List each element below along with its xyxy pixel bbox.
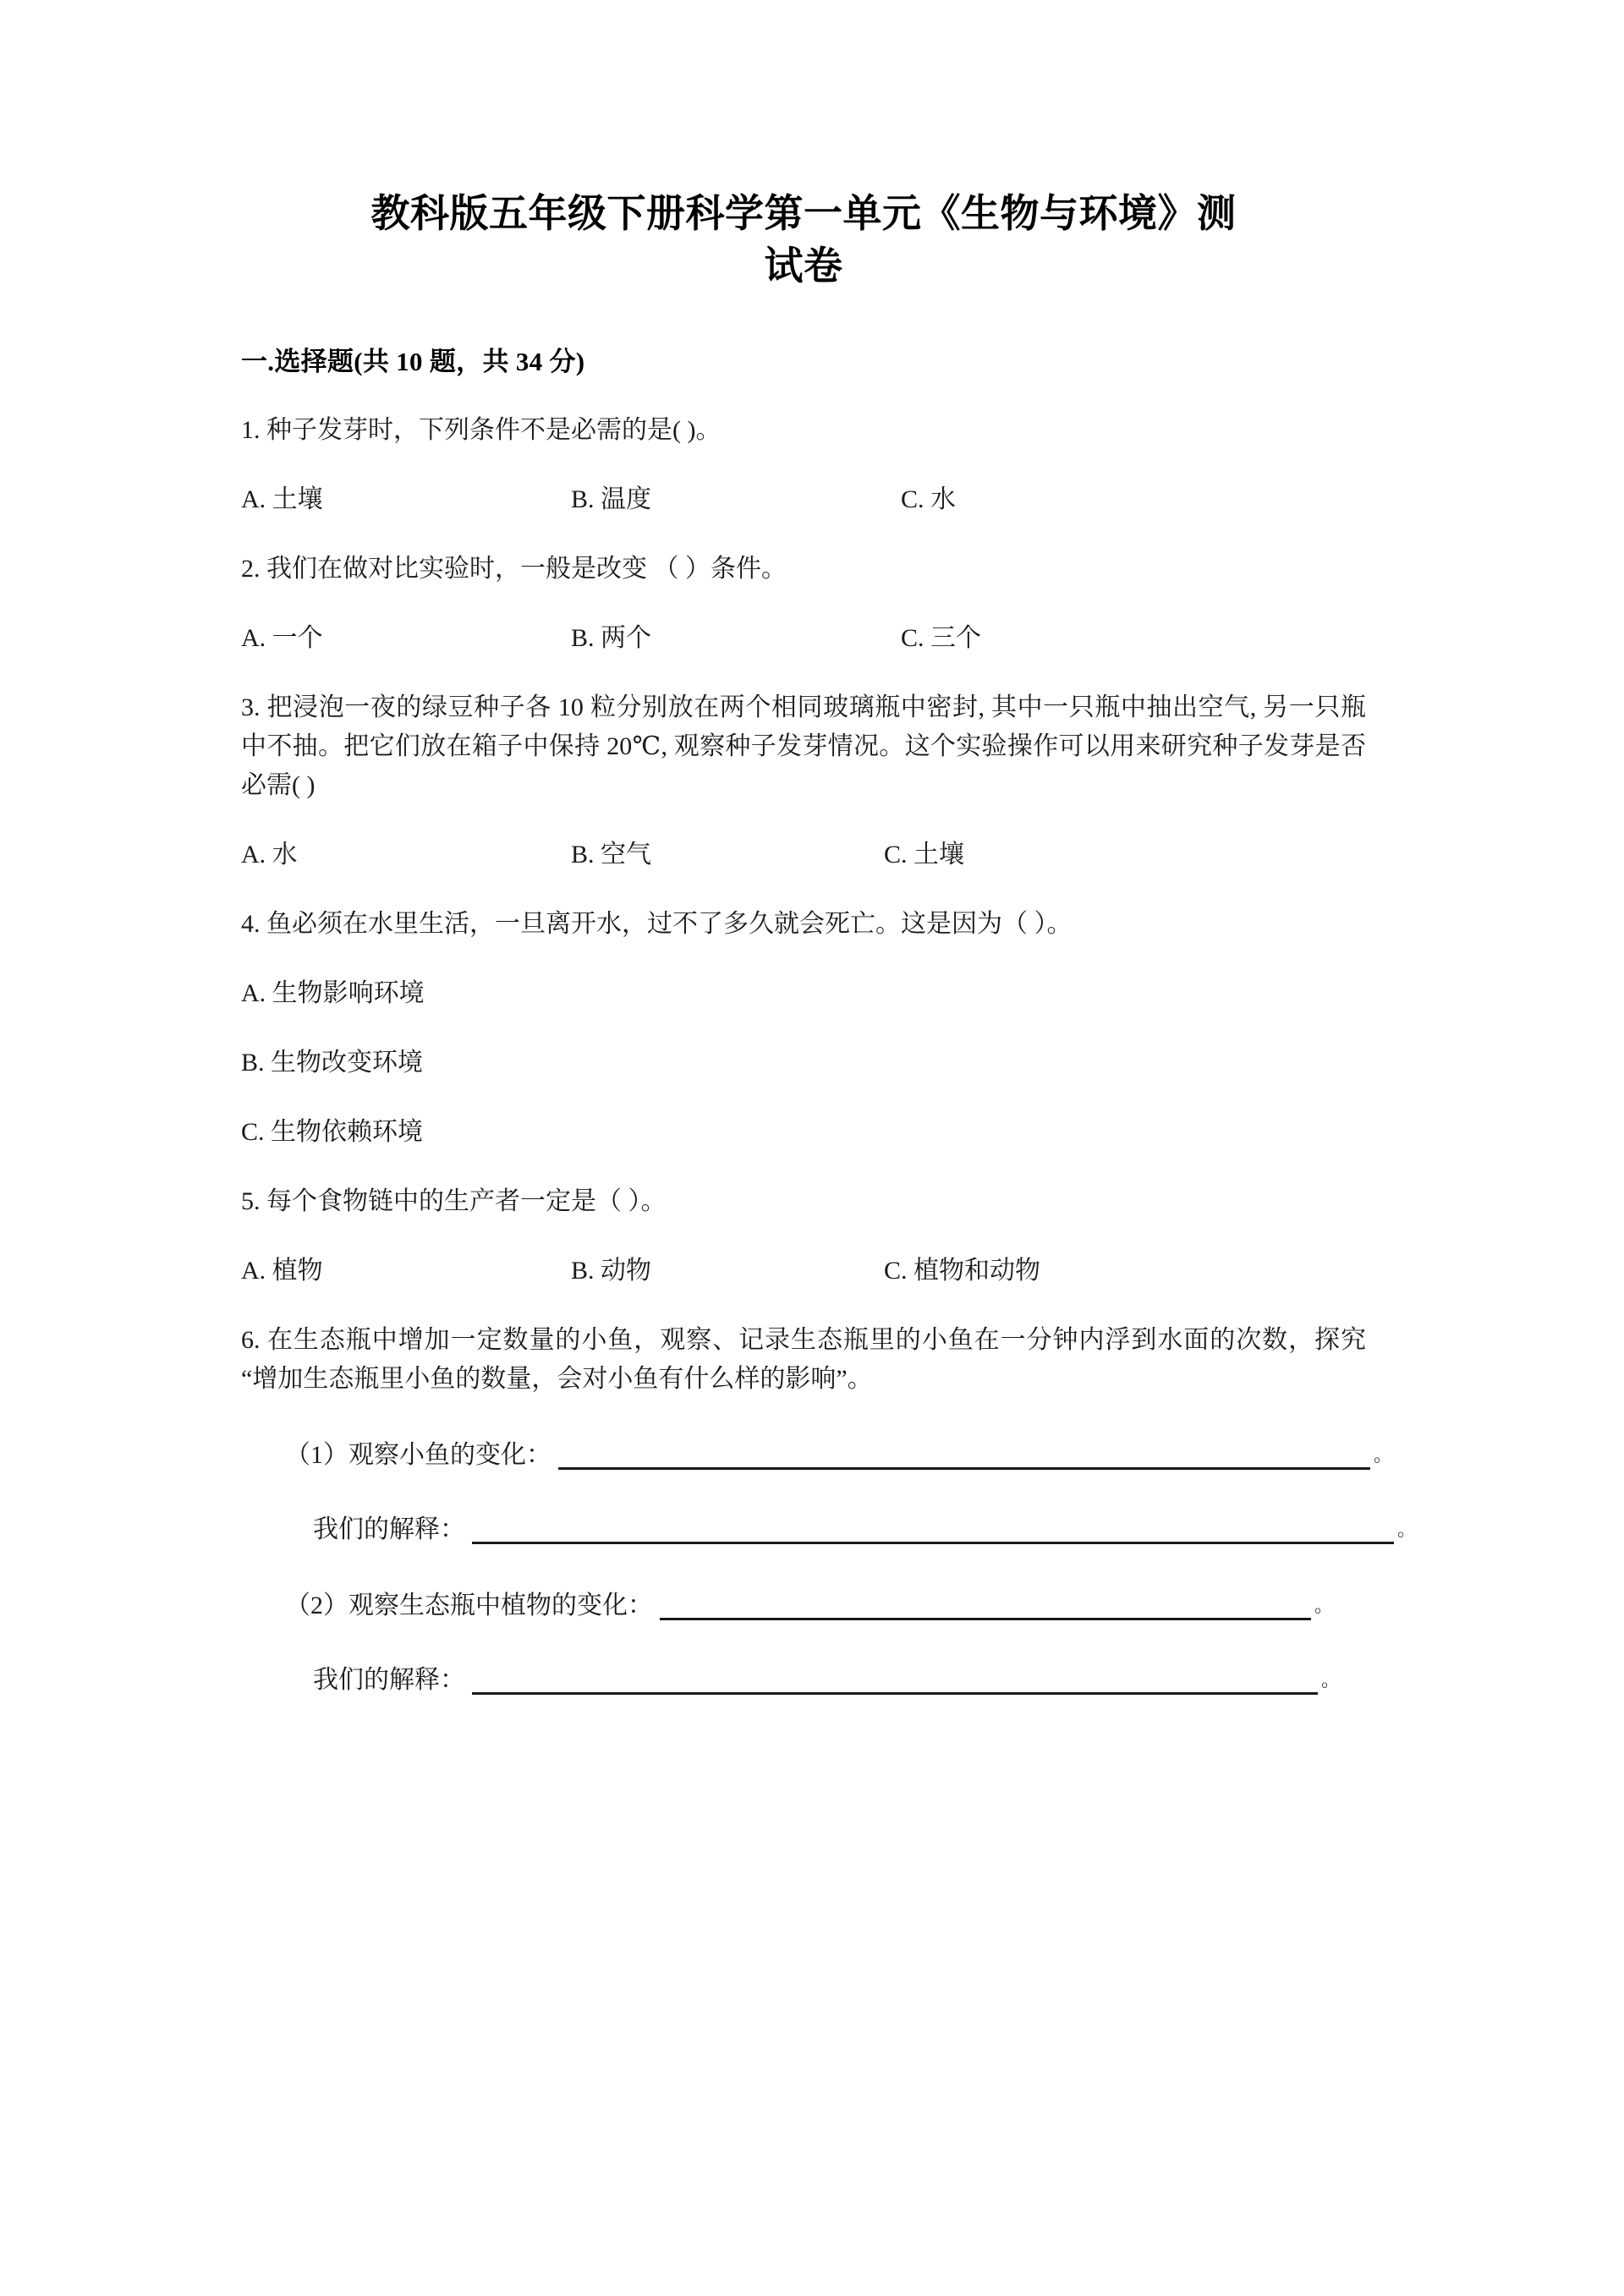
question-1-option-c[interactable]: C. 水 xyxy=(901,485,957,513)
question-4-option-c[interactable]: C. 生物依赖环境 xyxy=(241,1118,424,1146)
question-5-options xyxy=(241,1221,1366,1290)
question-4 xyxy=(241,874,1366,1152)
question-2-option-b[interactable]: B. 两个 xyxy=(571,624,652,652)
question-5 xyxy=(241,1152,1366,1290)
question-3-option-a[interactable]: A. 水 xyxy=(241,841,298,869)
question-2-stem: 2. 我们在做对比实验时，一般是改变 （ ）条件。 xyxy=(241,555,787,583)
question-6-sub-item-1-terminator: 。 xyxy=(1374,1444,1393,1466)
question-6-sub-item-3-answer-blank[interactable] xyxy=(660,1589,1311,1620)
question-3-option-c[interactable]: C. 土壤 xyxy=(884,841,965,869)
question-4-option-b[interactable]: B. 生物改变环境 xyxy=(241,1049,424,1077)
page-title xyxy=(241,0,1366,293)
question-6-sub-item-2-terminator: 。 xyxy=(1397,1519,1417,1540)
question-6-sub-item-3 xyxy=(241,1549,1366,1625)
question-5-stem: 5. 每个食物链中的生产者一定是（ ）。 xyxy=(241,1187,667,1215)
question-3-options xyxy=(241,805,1366,874)
question-1 xyxy=(241,381,1366,519)
question-2-options xyxy=(241,589,1366,658)
question-6-stem: 6. 在生态瓶中增加一定数量的小鱼，观察、记录生态瓶里的小鱼在一分钟内浮到水面的次数，探究“增加生态瓶里小鱼的数量，会对小鱼有什么样的影响”。 xyxy=(241,1326,1366,1393)
question-6-sub-item-3-label: （2）观察生态瓶中植物的变化： xyxy=(285,1592,653,1619)
question-6-sub-item-1-label: （1）观察小鱼的变化： xyxy=(285,1441,551,1469)
question-4-option-a[interactable]: A. 生物影响环境 xyxy=(241,979,425,1007)
question-1-option-b[interactable]: B. 温度 xyxy=(571,485,652,513)
question-6-sub-item-4-terminator: 。 xyxy=(1321,1669,1341,1690)
question-3 xyxy=(241,658,1366,874)
question-6-sub-item-1-answer-blank[interactable] xyxy=(558,1438,1370,1470)
question-3-stem: 3. 把浸泡一夜的绿豆种子各 10 粒分别放在两个相同玻璃瓶中密封, 其中一只瓶中抽出空气, 另一只瓶中不抽。把它们放在箱子中保持 20℃, 观察种子发芽情况。这个实验操作可以用来研究种子发芽是否必需( ) xyxy=(241,693,1366,799)
question-1-stem: 1. 种子发芽时，下列条件不是必需的是( )。 xyxy=(241,416,721,444)
question-6-sub-item-4-label: 我们的解释： xyxy=(313,1666,465,1694)
page-title-line-2: 试卷 xyxy=(764,244,843,288)
question-6-sub-item-2-answer-blank[interactable] xyxy=(472,1513,1394,1544)
question-4-stem: 4. 鱼必须在水里生活，一旦离开水，过不了多久就会死亡。这是因为（ ）。 xyxy=(241,910,1073,938)
question-6-sub-item-4 xyxy=(241,1625,1366,1700)
question-6-sub-item-1 xyxy=(241,1399,1393,1475)
page-title-line-1: 教科版五年级下册科学第一单元《生物与环境》测 xyxy=(370,192,1237,235)
question-6-sub-item-4-answer-blank[interactable] xyxy=(472,1663,1318,1695)
question-1-option-a[interactable]: A. 土壤 xyxy=(241,485,323,513)
question-6 xyxy=(241,1290,1417,1700)
question-5-option-a[interactable]: A. 植物 xyxy=(241,1257,323,1285)
question-1-options xyxy=(241,450,1366,519)
section-heading-choice: 一.选择题(共 10 题，共 34 分) xyxy=(241,347,585,376)
question-5-option-c[interactable]: C. 植物和动物 xyxy=(884,1257,1041,1285)
question-3-option-b[interactable]: B. 空气 xyxy=(571,841,652,869)
question-2 xyxy=(241,519,1366,658)
question-5-option-b[interactable]: B. 动物 xyxy=(571,1257,652,1285)
question-6-sub-item-3-terminator: 。 xyxy=(1314,1595,1334,1616)
document-content-column xyxy=(241,0,1417,1700)
question-6-sub-item-2-label: 我们的解释： xyxy=(313,1515,465,1543)
question-2-option-a[interactable]: A. 一个 xyxy=(241,624,323,652)
question-6-sub-item-2 xyxy=(241,1475,1417,1549)
question-2-option-c[interactable]: C. 三个 xyxy=(901,624,982,652)
